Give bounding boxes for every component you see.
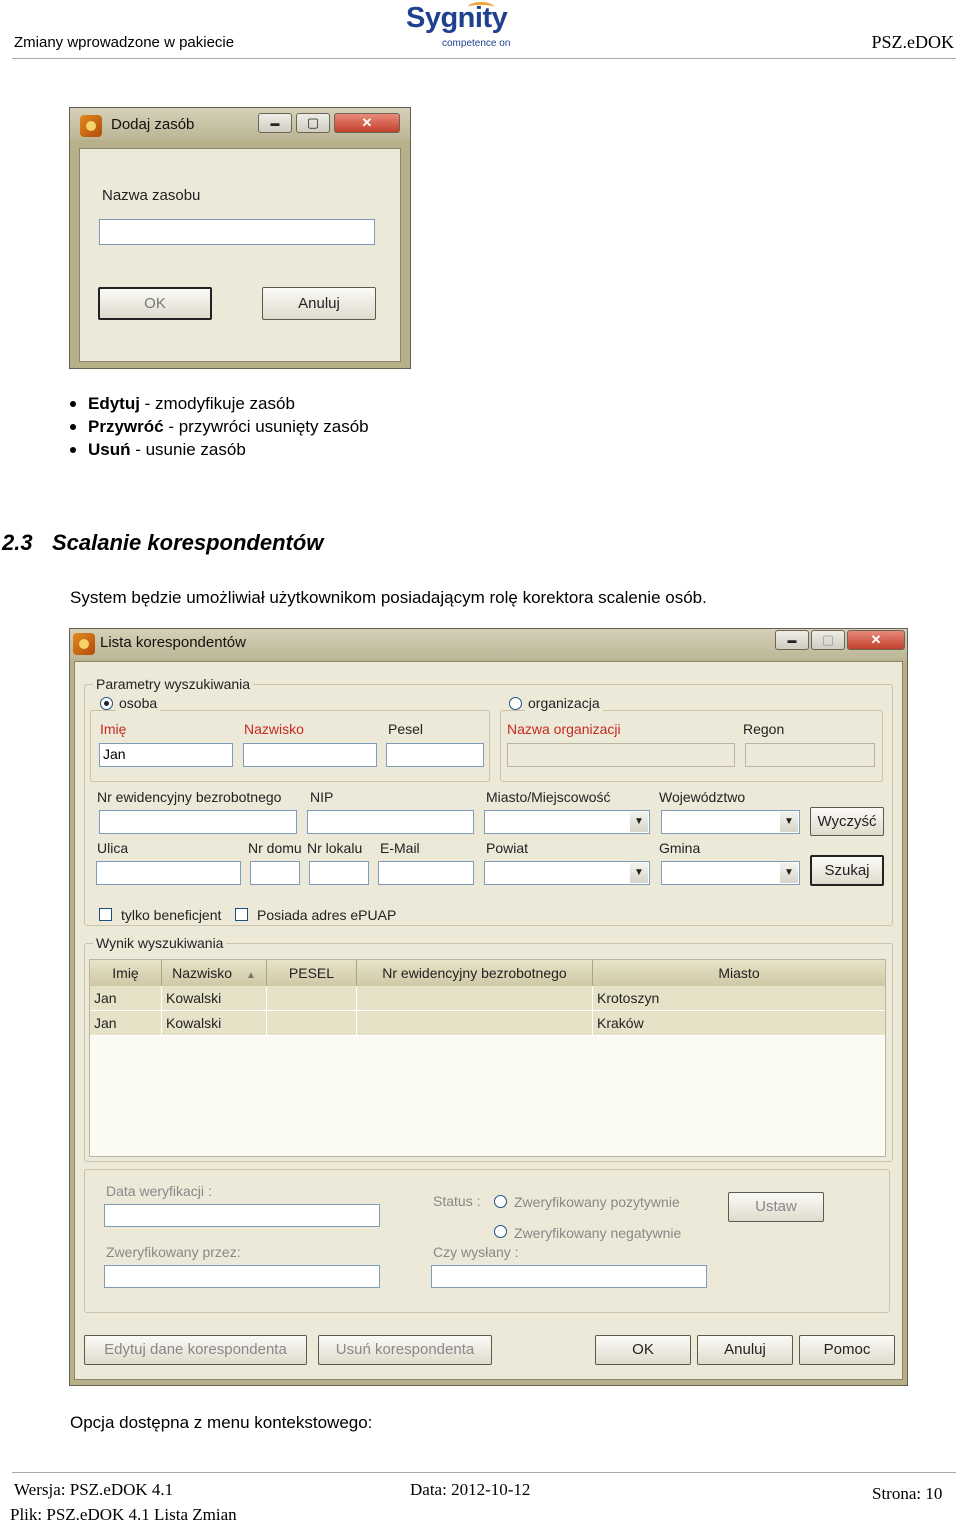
results-legend: Wynik wyszukiwania (93, 935, 226, 951)
table-row[interactable] (90, 1011, 885, 1036)
chevron-down-icon[interactable]: ▼ (780, 863, 798, 883)
radio-verified-negative-label: Zweryfikowany negatywnie (514, 1225, 682, 1241)
footer-date: Data: 2012-10-12 (410, 1480, 531, 1499)
table-cell (357, 986, 593, 1011)
org-name-input[interactable] (507, 743, 735, 767)
column-header-first-name[interactable]: Imię (90, 960, 162, 986)
delete-correspondent-button[interactable]: Usuń korespondenta (318, 1335, 492, 1365)
clear-button[interactable]: Wyczyść (810, 807, 884, 836)
table-cell: Kowalski (162, 1011, 267, 1036)
logo-swoosh-icon (468, 2, 494, 12)
verified-by-label: Zweryfikowany przez: (106, 1244, 241, 1260)
search-params-legend: Parametry wyszukiwania (93, 676, 253, 692)
section-title: Scalanie korespondentów (52, 530, 324, 555)
logo-tagline: competence on (442, 38, 511, 49)
minimize-icon[interactable]: ▬ (258, 113, 292, 133)
radio-verified-negative[interactable] (494, 1225, 507, 1238)
footer-page: Strona: 10 (872, 1484, 943, 1503)
house-number-input[interactable] (250, 861, 300, 885)
nip-input[interactable] (307, 810, 474, 834)
epuap-checkbox-label: Posiada adres ePUAP (257, 907, 397, 923)
header-title: Zmiany wprowadzone w pakiecie (14, 34, 235, 51)
radio-verified-positive[interactable] (494, 1195, 507, 1208)
dialog-title: Lista korespondentów (100, 634, 246, 651)
list-item: Przywróć - przywróci usunięty zasób (70, 415, 369, 438)
status-label: Status : (433, 1193, 481, 1209)
cancel-button[interactable]: Anuluj (697, 1335, 793, 1365)
city-select[interactable] (484, 810, 650, 834)
email-input[interactable] (378, 861, 474, 885)
set-button[interactable]: Ustaw (728, 1192, 824, 1222)
footer-file: Plik: PSZ.eDOK 4.1 Lista Zmian (10, 1505, 237, 1524)
regon-input[interactable] (745, 743, 875, 767)
last-name-input[interactable] (243, 743, 377, 767)
header-product: PSZ.eDOK (871, 32, 954, 52)
commune-label: Gmina (659, 840, 701, 856)
dialog-titlebar[interactable] (70, 108, 410, 140)
ok-button[interactable]: OK (98, 287, 212, 320)
table-cell: Krotoszyn (597, 990, 660, 1006)
column-header-unemployed-id[interactable]: Nr ewidencyjny bezrobotnego (357, 960, 593, 986)
close-icon[interactable]: ✕ (334, 113, 400, 133)
voivodeship-select[interactable] (661, 810, 800, 834)
table-row[interactable] (90, 986, 885, 1011)
cancel-button[interactable]: Anuluj (262, 287, 376, 320)
chevron-down-icon[interactable]: ▼ (630, 812, 648, 832)
table-cell (267, 1011, 357, 1036)
app-icon (80, 115, 102, 137)
flat-number-label: Nr lokalu (307, 840, 363, 856)
edit-correspondent-button[interactable]: Edytuj dane korespondenta (84, 1335, 307, 1365)
sent-input[interactable] (431, 1265, 707, 1288)
first-name-input[interactable]: Jan (99, 743, 233, 767)
help-button[interactable]: Pomoc (799, 1335, 895, 1365)
voivodeship-label: Województwo (659, 789, 746, 805)
county-label: Powiat (486, 840, 529, 856)
org-name-label: Nazwa organizacji (507, 721, 621, 737)
radio-verified-positive-label: Zweryfikowany pozytywnie (514, 1194, 680, 1210)
add-resource-dialog (69, 107, 411, 369)
footer-divider (12, 1472, 956, 1473)
pesel-input[interactable] (386, 743, 484, 767)
maximize-icon[interactable]: ▢ (296, 113, 330, 133)
context-menu-paragraph: Opcja dostępna z menu kontekstowego: (70, 1413, 373, 1432)
unemployed-id-input[interactable] (99, 810, 297, 834)
table-cell: Jan (90, 986, 162, 1011)
verified-by-input[interactable] (104, 1265, 380, 1288)
unemployed-id-label: Nr ewidencyjny bezrobotnego (97, 789, 282, 805)
house-number-label: Nr domu (248, 840, 302, 856)
verify-date-label: Data weryfikacji : (106, 1183, 212, 1199)
app-icon (73, 633, 95, 655)
column-header-pesel[interactable]: PESEL (267, 960, 357, 986)
table-cell (267, 986, 357, 1011)
last-name-label: Nazwisko (244, 721, 304, 737)
chevron-down-icon[interactable]: ▼ (780, 812, 798, 832)
email-label: E-Mail (380, 840, 420, 856)
results-table (89, 959, 886, 1157)
radio-person[interactable] (100, 697, 113, 710)
nip-label: NIP (310, 789, 334, 805)
county-select[interactable] (484, 861, 650, 885)
radio-person-label: osoba (116, 695, 160, 711)
list-item: Usuń - usunie zasób (70, 438, 369, 461)
street-label: Ulica (97, 840, 129, 856)
sent-label: Czy wysłany : (433, 1244, 519, 1260)
action-list (70, 392, 369, 461)
column-header-last-name[interactable]: Nazwisko ▲ (162, 960, 267, 986)
street-input[interactable] (96, 861, 241, 885)
resource-name-label: Nazwa zasobu (102, 187, 201, 204)
flat-number-input[interactable] (309, 861, 369, 885)
regon-label: Regon (743, 721, 785, 737)
table-cell: Kowalski (162, 986, 267, 1011)
maximize-icon[interactable]: ▢ (811, 630, 845, 650)
column-header-city[interactable]: Miasto (593, 960, 885, 986)
dialog-titlebar[interactable] (70, 629, 907, 660)
section-paragraph: System będzie umożliwiał użytkownikom posiadającym rolę korektora scalenie osób. (70, 588, 707, 607)
header-divider (12, 58, 956, 59)
table-cell: Jan (90, 1011, 162, 1036)
radio-organization-label: organizacja (525, 695, 603, 711)
logo-word: Sygnity (406, 2, 508, 34)
section-number: 2.3 (2, 530, 33, 555)
pesel-label: Pesel (388, 721, 424, 737)
close-icon[interactable]: ✕ (847, 630, 905, 650)
radio-organization[interactable] (509, 697, 522, 710)
city-label: Miasto/Miejscowość (486, 789, 611, 805)
minimize-icon[interactable]: ▬ (775, 630, 809, 650)
beneficiary-checkbox-label: tylko beneficjent (121, 907, 222, 923)
epuap-checkbox[interactable] (235, 908, 248, 921)
resource-name-input[interactable] (99, 219, 375, 245)
first-name-label: Imię (100, 721, 127, 737)
search-button[interactable]: Szukaj (810, 855, 884, 886)
list-item: Edytuj - zmodyfikuje zasób (70, 392, 369, 415)
table-cell: Kraków (597, 1015, 644, 1031)
sort-ascending-icon: ▲ (245, 970, 256, 981)
beneficiary-checkbox[interactable] (99, 908, 112, 921)
dialog-client (79, 148, 401, 362)
table-cell (357, 1011, 593, 1036)
sygnity-logo (406, 2, 526, 52)
ok-button[interactable]: OK (595, 1335, 691, 1365)
commune-select[interactable] (661, 861, 800, 885)
chevron-down-icon[interactable]: ▼ (630, 863, 648, 883)
section-heading (2, 530, 323, 556)
verify-date-input[interactable] (104, 1204, 380, 1227)
footer-version: Wersja: PSZ.eDOK 4.1 (14, 1480, 174, 1499)
dialog-title: Dodaj zasób (111, 116, 195, 133)
